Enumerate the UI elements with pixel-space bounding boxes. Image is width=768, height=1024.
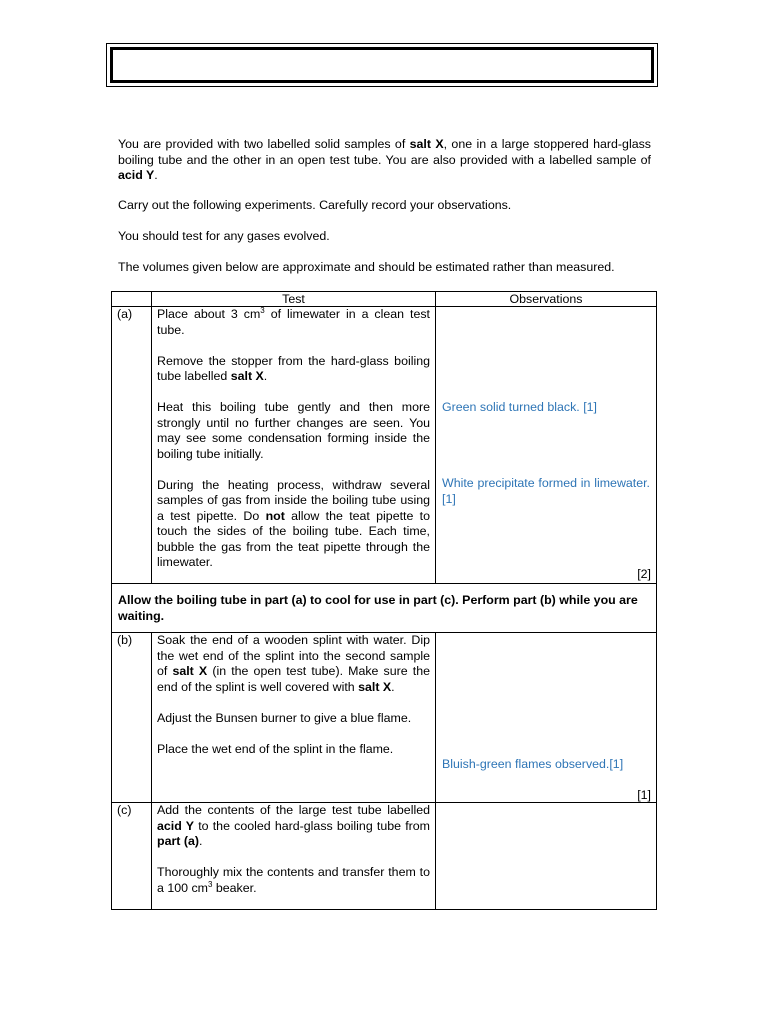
bold-text: acid Y — [157, 818, 195, 833]
row-label: (b) — [112, 633, 152, 803]
bold-text: salt X — [358, 679, 392, 694]
superscript: 3 — [260, 306, 265, 315]
intro-paragraph-1 — [118, 137, 651, 184]
test-cell-c — [152, 803, 436, 910]
marks-label: [2] — [637, 567, 651, 581]
table-note-row — [112, 584, 657, 633]
test-cell-a — [152, 307, 436, 584]
step-text: Place about 3 cm — [157, 307, 261, 321]
step-text: Soak the end of a wooden splint with water. Dip the wet end of the splint into the second sample of — [157, 633, 430, 678]
table-row-c — [112, 803, 657, 910]
intro-text: Carry out the following experiments. Carefully record your observations. — [118, 198, 512, 212]
step-text: . — [263, 369, 268, 383]
observation-cell-a — [436, 307, 657, 584]
observation-text: White precipitate formed in limewater. [1] — [442, 476, 650, 506]
step-text: During the heating process, withdraw several samples of gas from inside the boiling tube using a test pipette. Do — [157, 477, 430, 523]
bold-text: part (a) — [157, 834, 199, 848]
note-text: Allow the boiling tube in part (a) to cool for use in part (c). Perform part (b) while you are waiting. — [112, 584, 657, 633]
step-text: . — [199, 834, 203, 848]
bold-text: salt X — [172, 664, 208, 678]
test-step — [157, 865, 430, 896]
test-step — [157, 354, 430, 385]
observation-text: Green solid turned black. [1] — [442, 400, 597, 414]
step-text: to the cooled hard-glass boiling tube from — [194, 818, 430, 833]
test-step: Place the wet end of the splint in the flame. — [157, 741, 394, 756]
observation-cell-c — [436, 803, 657, 910]
observation-text: Bluish-green flames observed.[1] — [442, 757, 624, 771]
bold-text: not — [265, 508, 285, 523]
intro-paragraph-3 — [118, 229, 651, 245]
test-step — [157, 478, 430, 571]
intro-text: The volumes given below are approximate and should be estimated rather than measured. — [118, 260, 615, 274]
test-step — [157, 307, 430, 338]
experiment-table — [111, 291, 657, 910]
step-text: beaker. — [212, 880, 257, 895]
bold-text: salt X — [230, 369, 264, 383]
title-box-inner-border — [110, 47, 654, 83]
intro-text: You are provided with two labelled solid samples of — [118, 137, 410, 151]
step-text: Thoroughly mix the contents and transfer them to a 100 cm — [157, 865, 430, 895]
header-test: Test — [152, 292, 436, 307]
observation-cell-b — [436, 633, 657, 803]
header-observations: Observations — [436, 292, 657, 307]
marks-label: [1] — [637, 788, 651, 802]
step-text: Add the contents of the large test tube labelled — [157, 803, 430, 817]
test-step: Adjust the Bunsen burner to give a blue flame. — [157, 710, 412, 725]
header-blank — [112, 292, 152, 307]
intro-paragraph-4 — [118, 260, 651, 276]
step-text: of limewater in a clean test tube. — [157, 307, 430, 337]
step-text: . — [391, 679, 395, 694]
row-label: (c) — [112, 803, 152, 910]
test-step — [157, 803, 430, 850]
row-label: (a) — [112, 307, 152, 584]
intro-text: You should test for any gases evolved. — [118, 229, 330, 243]
intro-text: , one in a large stoppered hard-glass boiling tube and the other in an open test tube. You are also provided with a labelled sample of — [118, 137, 651, 167]
step-text: allow the teat pipette to touch the sides of the boiling tube. Each time, bubble the gas from the teat pipette through the limewater. — [157, 508, 430, 569]
step-text: (in the open test tube). Make sure the end of the splint is well covered with — [157, 664, 430, 694]
superscript: 3 — [207, 879, 213, 889]
step-text: Remove the stopper from the hard-glass boiling tube labelled — [157, 353, 430, 383]
test-step: Heat this boiling tube gently and then more strongly until no further changes are seen. You may see some condensation forming inside the boiling tube initially. — [157, 400, 430, 461]
acid-y-bold: acid Y — [118, 168, 155, 182]
table-header-row — [112, 292, 657, 307]
intro-text: . — [154, 168, 158, 182]
test-step — [157, 633, 430, 695]
salt-x-bold: salt X — [409, 137, 444, 151]
intro-paragraph-2 — [118, 198, 651, 214]
title-box — [106, 43, 658, 87]
table-row-a — [112, 307, 657, 584]
test-cell-b — [152, 633, 436, 803]
table-row-b — [112, 633, 657, 803]
